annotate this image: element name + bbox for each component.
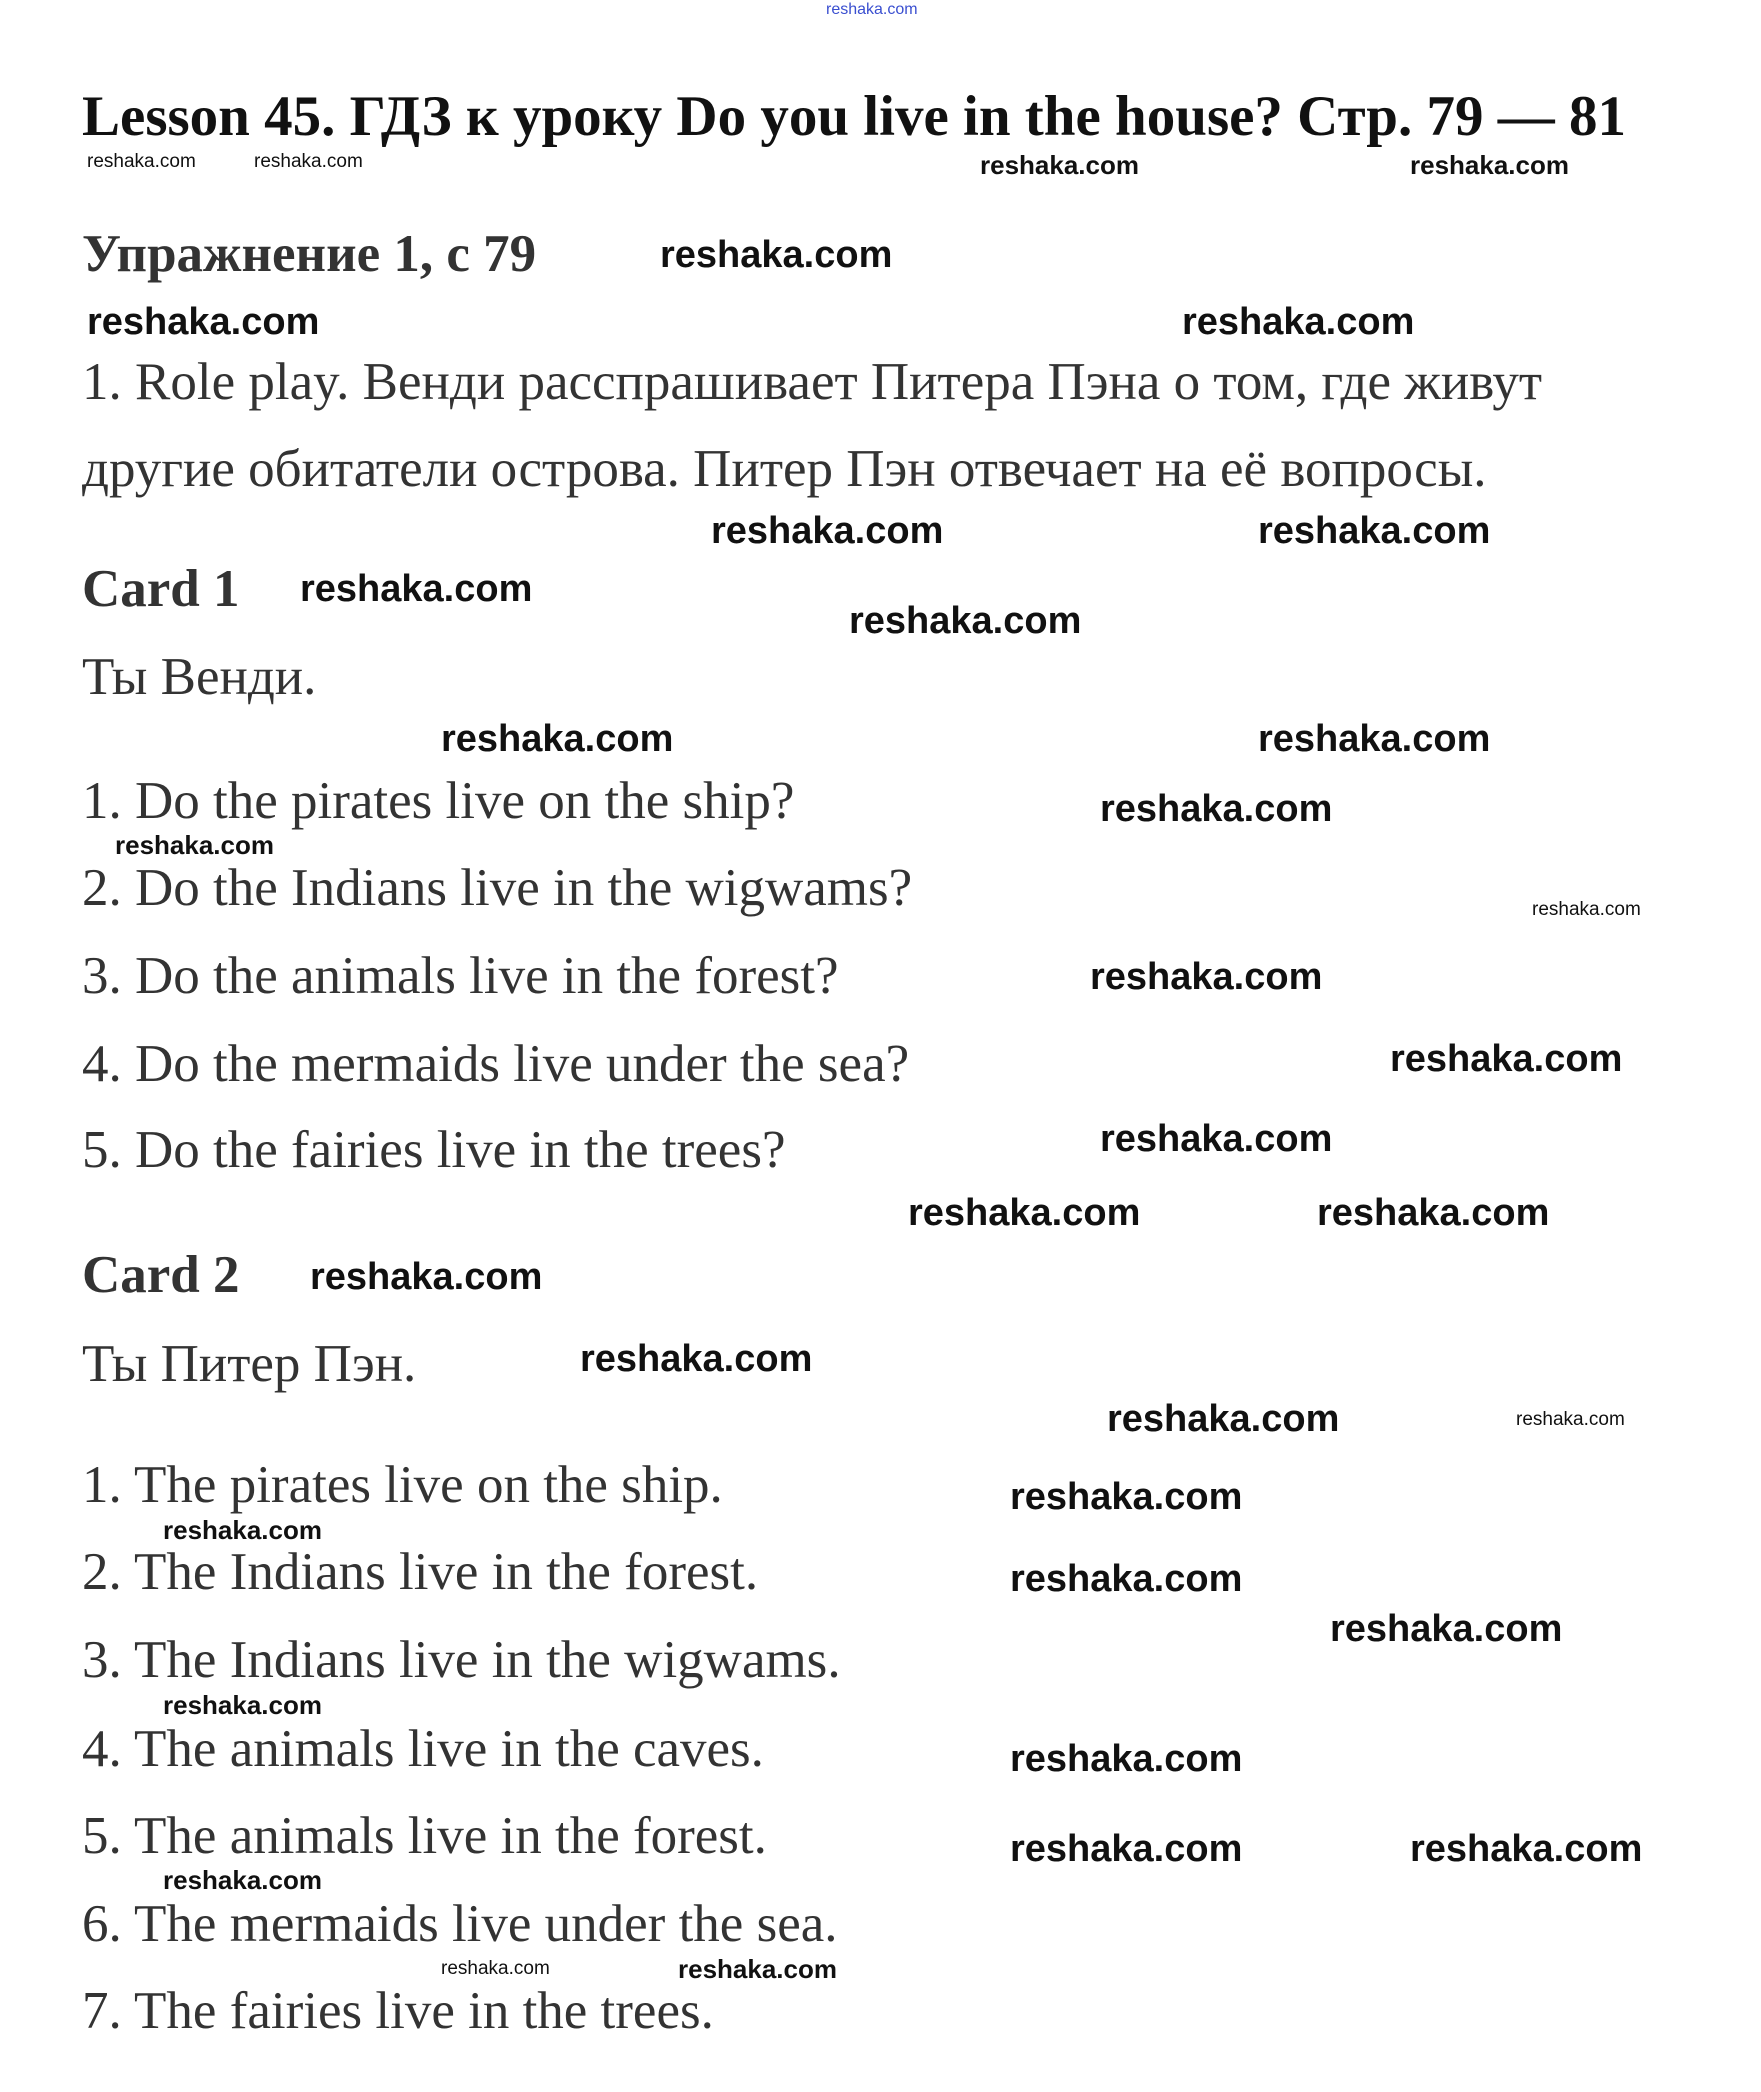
watermark: reshaka.com <box>1258 718 1491 760</box>
watermark: reshaka.com <box>1410 1828 1643 1870</box>
watermark-top[interactable]: reshaka.com <box>826 1 918 18</box>
card1-question: 3. Do the animals live in the forest? <box>82 947 839 1005</box>
card1-question: 1. Do the pirates live on the ship? <box>82 772 795 830</box>
watermark: reshaka.com <box>1330 1608 1563 1650</box>
watermark: reshaka.com <box>1010 1738 1243 1780</box>
watermark: reshaka.com <box>1258 510 1491 552</box>
watermark: reshaka.com <box>849 600 1082 642</box>
watermark: reshaka.com <box>1516 1409 1625 1430</box>
watermark: reshaka.com <box>1100 788 1333 830</box>
watermark: reshaka.com <box>1010 1828 1243 1870</box>
watermark: reshaka.com <box>310 1256 543 1298</box>
instruction-line-2: другие обитатели острова. Питер Пэн отвечает на её вопросы. <box>82 440 1487 498</box>
card2-answer: 3. The Indians live in the wigwams. <box>82 1631 841 1689</box>
card2-answer: 2. The Indians live in the forest. <box>82 1543 759 1601</box>
watermark: reshaka.com <box>254 151 363 172</box>
watermark: reshaka.com <box>580 1338 813 1380</box>
card2-answer: 5. The animals live in the forest. <box>82 1807 767 1865</box>
watermark: reshaka.com <box>87 301 320 343</box>
watermark: reshaka.com <box>1010 1476 1243 1518</box>
page-title: Lesson 45. ГДЗ к уроку Do you live in the house? Стр. 79 — 81 <box>82 85 1626 148</box>
watermark: reshaka.com <box>660 234 893 276</box>
watermark: reshaka.com <box>1100 1118 1333 1160</box>
watermark: reshaka.com <box>115 830 274 860</box>
instruction-line-1: 1. Role play. Венди расспрашивает Питера Пэна о том, где живут <box>82 353 1543 411</box>
watermark: reshaka.com <box>163 1690 322 1720</box>
card1-heading: Card 1 <box>82 560 240 618</box>
watermark: reshaka.com <box>1107 1398 1340 1440</box>
watermark: reshaka.com <box>980 150 1139 180</box>
watermark: reshaka.com <box>441 1958 550 1979</box>
watermark: reshaka.com <box>163 1515 322 1545</box>
watermark: reshaka.com <box>1410 150 1569 180</box>
card2-answer: 6. The mermaids live under the sea. <box>82 1895 838 1953</box>
watermark: reshaka.com <box>87 151 196 172</box>
card2-answer: 1. The pirates live on the ship. <box>82 1456 723 1514</box>
watermark: reshaka.com <box>441 718 674 760</box>
watermark: reshaka.com <box>1090 956 1323 998</box>
watermark: reshaka.com <box>1390 1038 1623 1080</box>
card2-role: Ты Питер Пэн. <box>82 1335 417 1393</box>
card2-answer: 7. The fairies live in the trees. <box>82 1982 714 2040</box>
card1-role: Ты Венди. <box>82 648 317 706</box>
watermark: reshaka.com <box>908 1192 1141 1234</box>
watermark: reshaka.com <box>711 510 944 552</box>
watermark: reshaka.com <box>300 568 533 610</box>
card1-question: 2. Do the Indians live in the wigwams? <box>82 859 913 917</box>
card1-question: 5. Do the fairies live in the trees? <box>82 1121 786 1179</box>
watermark: reshaka.com <box>678 1954 837 1984</box>
watermark: reshaka.com <box>1010 1558 1243 1600</box>
exercise-heading: Упражнение 1, с 79 <box>82 225 537 283</box>
card2-heading: Card 2 <box>82 1246 240 1304</box>
card1-question: 4. Do the mermaids live under the sea? <box>82 1035 910 1093</box>
watermark: reshaka.com <box>1532 899 1641 920</box>
card2-answer: 4. The animals live in the caves. <box>82 1720 764 1778</box>
watermark: reshaka.com <box>1317 1192 1550 1234</box>
watermark: reshaka.com <box>163 1865 322 1895</box>
watermark: reshaka.com <box>1182 301 1415 343</box>
